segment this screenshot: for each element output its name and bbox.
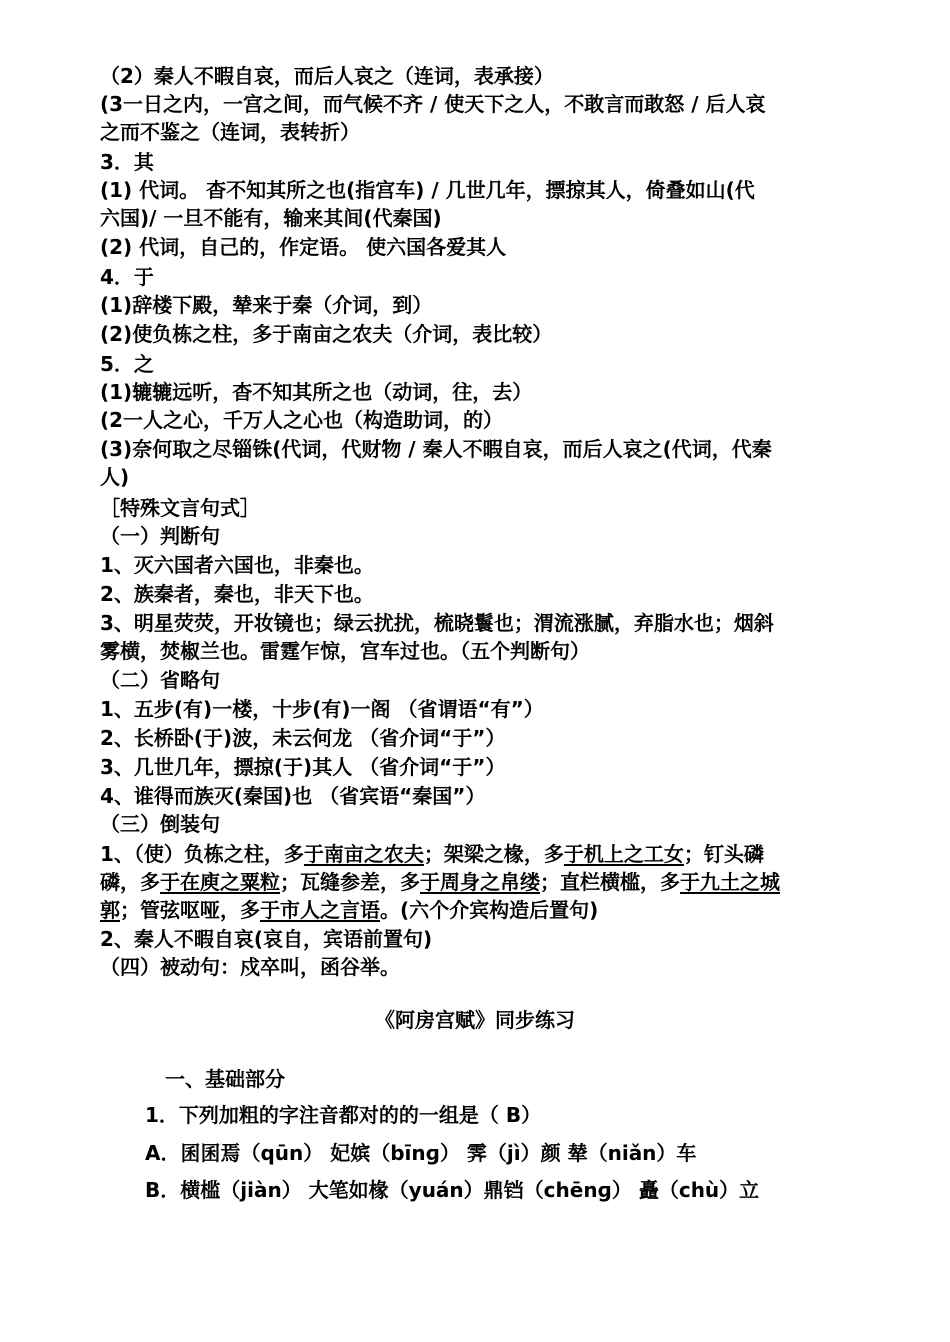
section-heading: ［特殊文言句式］ bbox=[100, 496, 260, 520]
text-line: (2一人之心，千万人之心也（构造助词，的） bbox=[100, 408, 504, 432]
text-line: 4、谁得而族灭(秦国)也 （省宾语“秦国”） bbox=[100, 784, 486, 808]
text-line: 3、几世几年，摽掠(于)其人 （省介词“于”） bbox=[100, 755, 506, 779]
text-line: 2、长桥卧(于)波，未云何龙 （省介词“于”） bbox=[100, 726, 506, 750]
practice-title: 《阿房宫赋》同步练习 bbox=[375, 1008, 575, 1032]
text-line: 1、五步(有)一楼，十步(有)一阁 （省谓语“有”） bbox=[100, 697, 544, 721]
underlined-phrase: 于市人之言语 bbox=[260, 898, 380, 922]
text-line: (3一日之内，一宫之间，而气候不齐 / 使天下之人，不敢言而敢怒 / 后人哀 bbox=[100, 92, 766, 116]
text-line: 雾横，焚椒兰也。雷霆乍惊，宫车过也。（五个判断句） bbox=[100, 639, 590, 663]
underlined-phrase: 于九土之城 bbox=[680, 870, 780, 894]
text-line: 3、明星荧荧，开妆镜也；绿云扰扰，梳晓鬟也；渭流涨腻，弃脂水也；烟斜 bbox=[100, 611, 774, 635]
text-line: (2)使负栋之柱，多于南亩之农夫（介词，表比较） bbox=[100, 322, 553, 346]
section-heading: 一、基础部分 bbox=[165, 1067, 285, 1091]
section-heading: 3．其 bbox=[100, 150, 154, 174]
text-line: (1)辞楼下殿，辇来于秦（介词，到） bbox=[100, 293, 433, 317]
underlined-phrase: 于在庾之粟粒 bbox=[160, 870, 280, 894]
option-a: A．囷囷焉（qūn） 妃嫔（bīnɡ） 霁（jì）颜 辇（niǎn）车 bbox=[145, 1141, 697, 1165]
text-line: (2) 代词，自己的，作定语。 使六国各爱其人 bbox=[100, 235, 507, 259]
text-line: 人) bbox=[100, 465, 130, 489]
text-line: （2）秦人不暇自哀，而后人哀之（连词，表承接） bbox=[100, 64, 554, 88]
sub-heading: （一）判断句 bbox=[100, 524, 220, 548]
text-line-inversion-2: 磷，多于在庾之粟粒；瓦缝参差，多于周身之帛缕；直栏横槛，多于九土之城 bbox=[100, 870, 780, 894]
sub-heading: （三）倒装句 bbox=[100, 812, 220, 836]
text-line: 1、灭六国者六国也，非秦也。 bbox=[100, 553, 374, 577]
text-line: (1)辘辘远听，杳不知其所之也（动词，往，去） bbox=[100, 380, 533, 404]
text-line: 六国)/ 一旦不能有，输来其间(代秦国) bbox=[100, 206, 442, 230]
text-line: （四）被动句：戍卒叫，函谷举。 bbox=[100, 955, 400, 979]
text-line: (3)奈何取之尽锱铢(代词，代财物 / 秦人不暇自哀，而后人哀之(代词，代秦 bbox=[100, 437, 772, 461]
sub-heading: （二）省略句 bbox=[100, 668, 220, 692]
underlined-phrase: 于机上之工女 bbox=[563, 842, 684, 866]
section-heading: 5．之 bbox=[100, 352, 154, 376]
underlined-phrase: 于周身之帛缕 bbox=[420, 870, 540, 894]
text-line: 2、族秦者，秦也，非天下也。 bbox=[100, 582, 374, 606]
underlined-phrase: 郭 bbox=[100, 898, 120, 922]
text-line: 2、秦人不暇自哀(哀自，宾语前置句) bbox=[100, 927, 433, 951]
option-b: B．横槛（jiàn） 大笔如椽（yuán）鼎铛（chēnɡ） 矗（chù）立 bbox=[145, 1178, 760, 1202]
text-line-inversion-1: 1、（使）负栋之柱，多于南亩之农夫；架梁之椽，多于机上之工女；钉头磷 bbox=[100, 842, 764, 866]
text-line: (1) 代词。 杳不知其所之也(指宫车) / 几世几年，摽掠其人，倚叠如山(代 bbox=[100, 178, 755, 202]
text-line-inversion-3: 郭；管弦呕哑，多于市人之言语。(六个介宾构造后置句) bbox=[100, 898, 599, 922]
underlined-phrase: 于南亩之农夫 bbox=[303, 842, 424, 866]
section-heading: 4．于 bbox=[100, 265, 154, 289]
text-line: 之而不鉴之（连词，表转折） bbox=[100, 120, 360, 144]
question: 1．下列加粗的字注音都对的的一组是（ B） bbox=[145, 1103, 542, 1127]
